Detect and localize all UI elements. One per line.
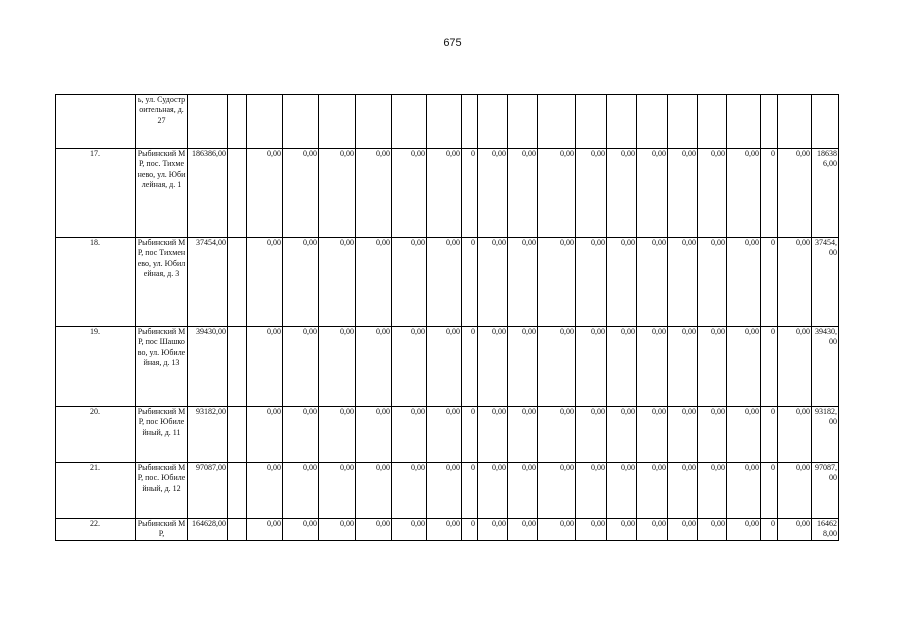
value-cell: 0,00 — [668, 327, 698, 407]
value-cell — [319, 95, 356, 149]
address-cell: ь, ул. Судостроительная, д. 27 — [136, 95, 188, 149]
total-cell — [188, 95, 228, 149]
value-cell: 0 — [761, 463, 778, 519]
value-cell — [228, 463, 247, 519]
value-cell — [607, 95, 637, 149]
address-cell: Рыбинский МР, пос. Тихменево, ул. Юбилейная, д. 1 — [136, 149, 188, 238]
value-cell: 0,00 — [698, 149, 727, 238]
value-cell: 0,00 — [607, 463, 637, 519]
value-cell: 0,00 — [478, 407, 508, 463]
total-cell: 39430,00 — [188, 327, 228, 407]
value-cell: 0 — [462, 149, 478, 238]
address-cell: Рыбинский МР, пос Шашково, ул. Юбилейная, д. 13 — [136, 327, 188, 407]
value-cell: 0,00 — [356, 327, 392, 407]
value-cell: 0,00 — [778, 463, 812, 519]
value-cell: 0,00 — [319, 149, 356, 238]
address-cell: Рыбинский МР, пос Юбилейный, д. 11 — [136, 407, 188, 463]
value-cell: 0,00 — [576, 327, 607, 407]
total-cell: 97087,00 — [188, 463, 228, 519]
value-cell: 0 — [462, 407, 478, 463]
final-total-cell: 186386,00 — [812, 149, 839, 238]
value-cell — [698, 95, 727, 149]
value-cell: 0,00 — [778, 149, 812, 238]
value-cell: 0 — [761, 327, 778, 407]
value-cell: 0,00 — [668, 149, 698, 238]
value-cell: 0,00 — [319, 519, 356, 541]
value-cell — [761, 95, 778, 149]
value-cell — [247, 95, 283, 149]
value-cell: 0,00 — [392, 463, 427, 519]
total-cell: 93182,00 — [188, 407, 228, 463]
value-cell: 0,00 — [356, 463, 392, 519]
row-number-cell: 17. — [56, 149, 136, 238]
address-cell: Рыбинский МР, — [136, 519, 188, 541]
row-number-cell: 19. — [56, 327, 136, 407]
value-cell — [283, 95, 319, 149]
value-cell: 0,00 — [778, 519, 812, 541]
value-cell — [427, 95, 462, 149]
value-cell — [727, 95, 761, 149]
value-cell: 0,00 — [247, 238, 283, 327]
value-cell: 0,00 — [508, 327, 538, 407]
table-row — [56, 519, 839, 541]
value-cell: 0,00 — [576, 463, 607, 519]
row-number-cell — [56, 95, 136, 149]
value-cell: 0 — [761, 519, 778, 541]
value-cell — [508, 95, 538, 149]
value-cell — [637, 95, 668, 149]
value-cell — [228, 407, 247, 463]
value-cell: 0,00 — [668, 238, 698, 327]
row-number-cell: 22. — [56, 519, 136, 541]
value-cell: 0,00 — [283, 519, 319, 541]
final-total-cell: 37454,00 — [812, 238, 839, 327]
table-row — [56, 95, 839, 149]
value-cell: 0,00 — [576, 238, 607, 327]
value-cell: 0,00 — [319, 327, 356, 407]
value-cell: 0,00 — [247, 519, 283, 541]
value-cell: 0,00 — [698, 407, 727, 463]
value-cell — [538, 95, 576, 149]
row-number-cell: 20. — [56, 407, 136, 463]
value-cell: 0 — [761, 407, 778, 463]
value-cell: 0,00 — [319, 238, 356, 327]
final-total-cell — [812, 95, 839, 149]
value-cell: 0,00 — [698, 327, 727, 407]
value-cell: 0 — [462, 238, 478, 327]
total-cell: 37454,00 — [188, 238, 228, 327]
value-cell: 0,00 — [427, 407, 462, 463]
value-cell — [228, 327, 247, 407]
value-cell — [576, 95, 607, 149]
value-cell: 0 — [761, 238, 778, 327]
value-cell: 0,00 — [247, 327, 283, 407]
value-cell: 0,00 — [727, 463, 761, 519]
value-cell: 0,00 — [427, 238, 462, 327]
value-cell: 0,00 — [478, 238, 508, 327]
value-cell: 0,00 — [607, 519, 637, 541]
value-cell — [228, 238, 247, 327]
value-cell: 0,00 — [392, 238, 427, 327]
value-cell — [462, 95, 478, 149]
value-cell: 0,00 — [668, 519, 698, 541]
value-cell: 0,00 — [607, 407, 637, 463]
value-cell: 0,00 — [637, 463, 668, 519]
value-cell: 0,00 — [538, 238, 576, 327]
value-cell: 0,00 — [508, 149, 538, 238]
value-cell: 0,00 — [392, 149, 427, 238]
table-row — [56, 407, 839, 463]
value-cell — [392, 95, 427, 149]
value-cell: 0,00 — [576, 519, 607, 541]
final-total-cell: 97087,00 — [812, 463, 839, 519]
value-cell — [478, 95, 508, 149]
value-cell: 0,00 — [427, 519, 462, 541]
value-cell: 0,00 — [538, 149, 576, 238]
value-cell: 0,00 — [392, 407, 427, 463]
address-cell: Рыбинский МР, пос. Юбилейный, д. 12 — [136, 463, 188, 519]
value-cell: 0,00 — [283, 407, 319, 463]
value-cell: 0,00 — [508, 407, 538, 463]
value-cell: 0,00 — [427, 327, 462, 407]
value-cell: 0,00 — [668, 407, 698, 463]
value-cell: 0,00 — [283, 149, 319, 238]
value-cell: 0,00 — [392, 519, 427, 541]
value-cell: 0,00 — [356, 407, 392, 463]
value-cell: 0,00 — [778, 238, 812, 327]
value-cell: 0,00 — [283, 238, 319, 327]
value-cell: 0,00 — [576, 407, 607, 463]
table-body — [56, 95, 839, 541]
value-cell: 0,00 — [427, 463, 462, 519]
value-cell: 0,00 — [698, 519, 727, 541]
value-cell: 0,00 — [727, 327, 761, 407]
value-cell: 0,00 — [778, 327, 812, 407]
value-cell: 0,00 — [508, 238, 538, 327]
page-number: 675 — [443, 37, 462, 49]
value-cell: 0,00 — [319, 463, 356, 519]
final-total-cell: 164628,00 — [812, 519, 839, 541]
value-cell: 0,00 — [637, 149, 668, 238]
value-cell: 0,00 — [427, 149, 462, 238]
row-number-cell: 18. — [56, 238, 136, 327]
value-cell: 0,00 — [283, 327, 319, 407]
value-cell: 0,00 — [283, 463, 319, 519]
row-number-cell: 21. — [56, 463, 136, 519]
value-cell: 0,00 — [668, 463, 698, 519]
value-cell — [778, 95, 812, 149]
final-total-cell: 93182,00 — [812, 407, 839, 463]
value-cell: 0,00 — [637, 327, 668, 407]
value-cell: 0,00 — [392, 327, 427, 407]
value-cell: 0,00 — [538, 463, 576, 519]
value-cell: 0,00 — [538, 407, 576, 463]
value-cell: 0,00 — [727, 519, 761, 541]
value-cell: 0,00 — [356, 238, 392, 327]
value-cell: 0,00 — [319, 407, 356, 463]
value-cell: 0 — [462, 327, 478, 407]
value-cell: 0,00 — [727, 407, 761, 463]
value-cell: 0,00 — [607, 238, 637, 327]
value-cell: 0,00 — [607, 327, 637, 407]
value-cell: 0,00 — [247, 407, 283, 463]
table-row — [56, 238, 839, 327]
value-cell: 0,00 — [637, 407, 668, 463]
total-cell: 186386,00 — [188, 149, 228, 238]
value-cell: 0,00 — [637, 519, 668, 541]
value-cell: 0,00 — [607, 149, 637, 238]
value-cell: 0 — [462, 463, 478, 519]
value-cell — [228, 519, 247, 541]
value-cell: 0,00 — [538, 519, 576, 541]
value-cell: 0,00 — [478, 463, 508, 519]
value-cell: 0,00 — [247, 463, 283, 519]
value-cell: 0 — [462, 519, 478, 541]
value-cell: 0,00 — [356, 149, 392, 238]
value-cell: 0,00 — [478, 519, 508, 541]
value-cell: 0,00 — [637, 238, 668, 327]
data-table — [55, 94, 839, 541]
value-cell: 0,00 — [508, 463, 538, 519]
value-cell: 0,00 — [576, 149, 607, 238]
value-cell: 0,00 — [538, 327, 576, 407]
table-row — [56, 149, 839, 238]
value-cell: 0,00 — [478, 149, 508, 238]
value-cell: 0,00 — [356, 519, 392, 541]
value-cell — [356, 95, 392, 149]
value-cell — [668, 95, 698, 149]
table-row — [56, 463, 839, 519]
value-cell: 0,00 — [698, 463, 727, 519]
value-cell — [228, 95, 247, 149]
address-cell: Рыбинский МР, пос Тихменево, ул. Юбилейная, д. 3 — [136, 238, 188, 327]
value-cell: 0,00 — [727, 149, 761, 238]
value-cell: 0,00 — [247, 149, 283, 238]
table-row — [56, 327, 839, 407]
value-cell: 0 — [761, 149, 778, 238]
value-cell: 0,00 — [698, 238, 727, 327]
value-cell: 0,00 — [508, 519, 538, 541]
final-total-cell: 39430,00 — [812, 327, 839, 407]
value-cell: 0,00 — [778, 407, 812, 463]
value-cell: 0,00 — [478, 327, 508, 407]
total-cell: 164628,00 — [188, 519, 228, 541]
value-cell — [228, 149, 247, 238]
value-cell: 0,00 — [727, 238, 761, 327]
